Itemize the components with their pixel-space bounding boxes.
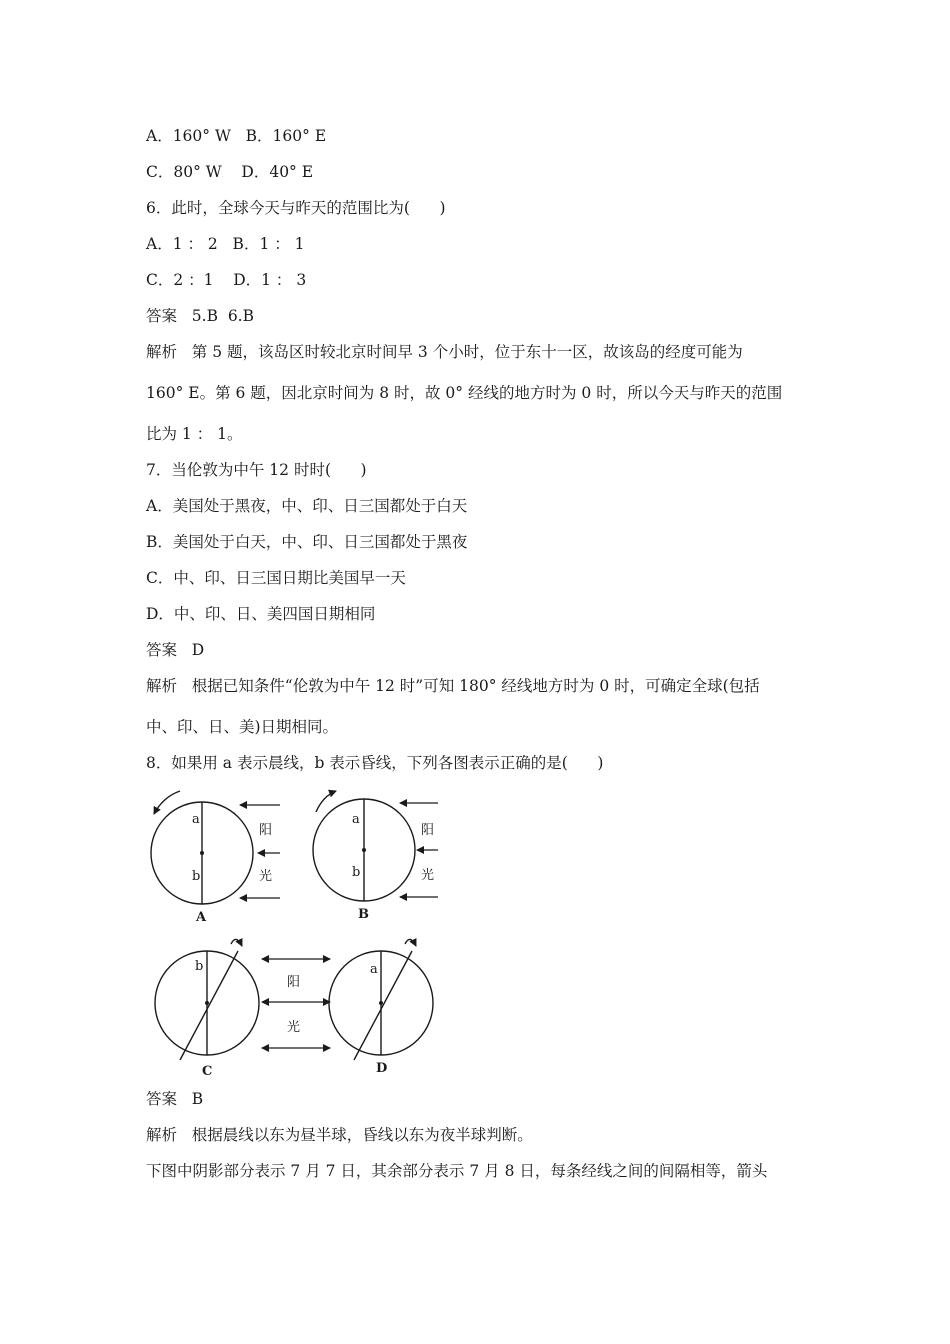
question-6: 6．此时，全球今天与昨天的范围比为( ) [146, 199, 446, 217]
earth-axis [180, 951, 238, 1060]
rotation-arrow [231, 939, 242, 946]
label-a: a [192, 812, 200, 827]
analysis-line: 解析 第 5 题，该岛区时较北京时间早 3 个小时，位于东十一区，故该岛的经度可能为 [146, 343, 743, 361]
pole-dot [379, 1001, 383, 1005]
label-b: b [352, 865, 361, 880]
pole-dot [200, 851, 204, 855]
diagram-b [313, 791, 438, 922]
answer-8: 答案 B [146, 1090, 204, 1108]
label-b: b [195, 959, 204, 974]
answer-5-6: 答案 5.B 6.B [146, 307, 254, 325]
option-line: C．2 ：1 D．1 ： 3 [146, 271, 307, 289]
diagram-label: A [196, 910, 207, 925]
sunlight-label: 阳 [421, 823, 435, 838]
question-7: 7．当伦敦为中午 12 时时( ) [146, 461, 367, 479]
analysis-line: 比为 1 ： 1。 [146, 425, 243, 443]
next-question-intro: 下图中阴影部分表示 7 月 7 日，其余部分表示 7 月 8 日，每条经线之间的间隔相等，箭头 [146, 1162, 768, 1180]
diagram-a [151, 791, 280, 925]
label-b: b [192, 869, 201, 884]
diagram-d [329, 939, 433, 1076]
label-a: a [352, 812, 360, 827]
diagram-label: B [358, 907, 369, 922]
sunlight-label: 光 [421, 868, 435, 883]
option-line: A．1 ： 2 B．1 ： 1 [146, 235, 305, 253]
option-line: C．80° W D．40° E [146, 163, 314, 181]
option-line: D．中、印、日、美四国日期相同 [146, 605, 376, 623]
analysis-line: 中、印、日、美)日期相同。 [146, 718, 339, 736]
label-a: a [370, 962, 378, 977]
sunlight-label: 阳 [287, 975, 301, 990]
sunlight-label: 阳 [259, 823, 273, 838]
sunlight-label: 光 [259, 869, 273, 884]
option-line: A．160° W B．160° E [146, 127, 327, 145]
option-line: B．美国处于白天，中、印、日三国都处于黑夜 [146, 533, 468, 551]
diagram-label: D [376, 1061, 388, 1076]
question-8: 8．如果用 a 表示晨线，b 表示昏线，下列各图表示正确的是( ) [146, 754, 604, 772]
sunlight-label: 光 [287, 1020, 301, 1035]
diagram-label: C [202, 1064, 213, 1079]
pole-dot [205, 1001, 209, 1005]
analysis-line: 160° E。第 6 题，因北京时间为 8 时，故 0° 经线的地方时为 0 时，所以今天与昨天的范围 [146, 384, 783, 402]
rotation-arrow [405, 939, 416, 946]
option-line: A．美国处于黑夜，中、印、日三国都处于白天 [146, 497, 468, 515]
analysis-line: 解析 根据已知条件“伦敦为中午 12 时”可知 180° 经线地方时为 0 时，可确定全球(包括 [146, 677, 760, 695]
diagram-c [155, 939, 259, 1079]
sunlight-arrows-middle [262, 959, 330, 1048]
pole-dot [362, 848, 366, 852]
option-line: C．中、印、日三国日期比美国早一天 [146, 569, 406, 587]
analysis-line: 解析 根据晨线以东为昼半球，昏线以东为夜半球判断。 [146, 1126, 533, 1144]
rotation-arrow [154, 791, 180, 814]
earth-axis [354, 951, 412, 1060]
answer-7: 答案 D [146, 641, 205, 659]
